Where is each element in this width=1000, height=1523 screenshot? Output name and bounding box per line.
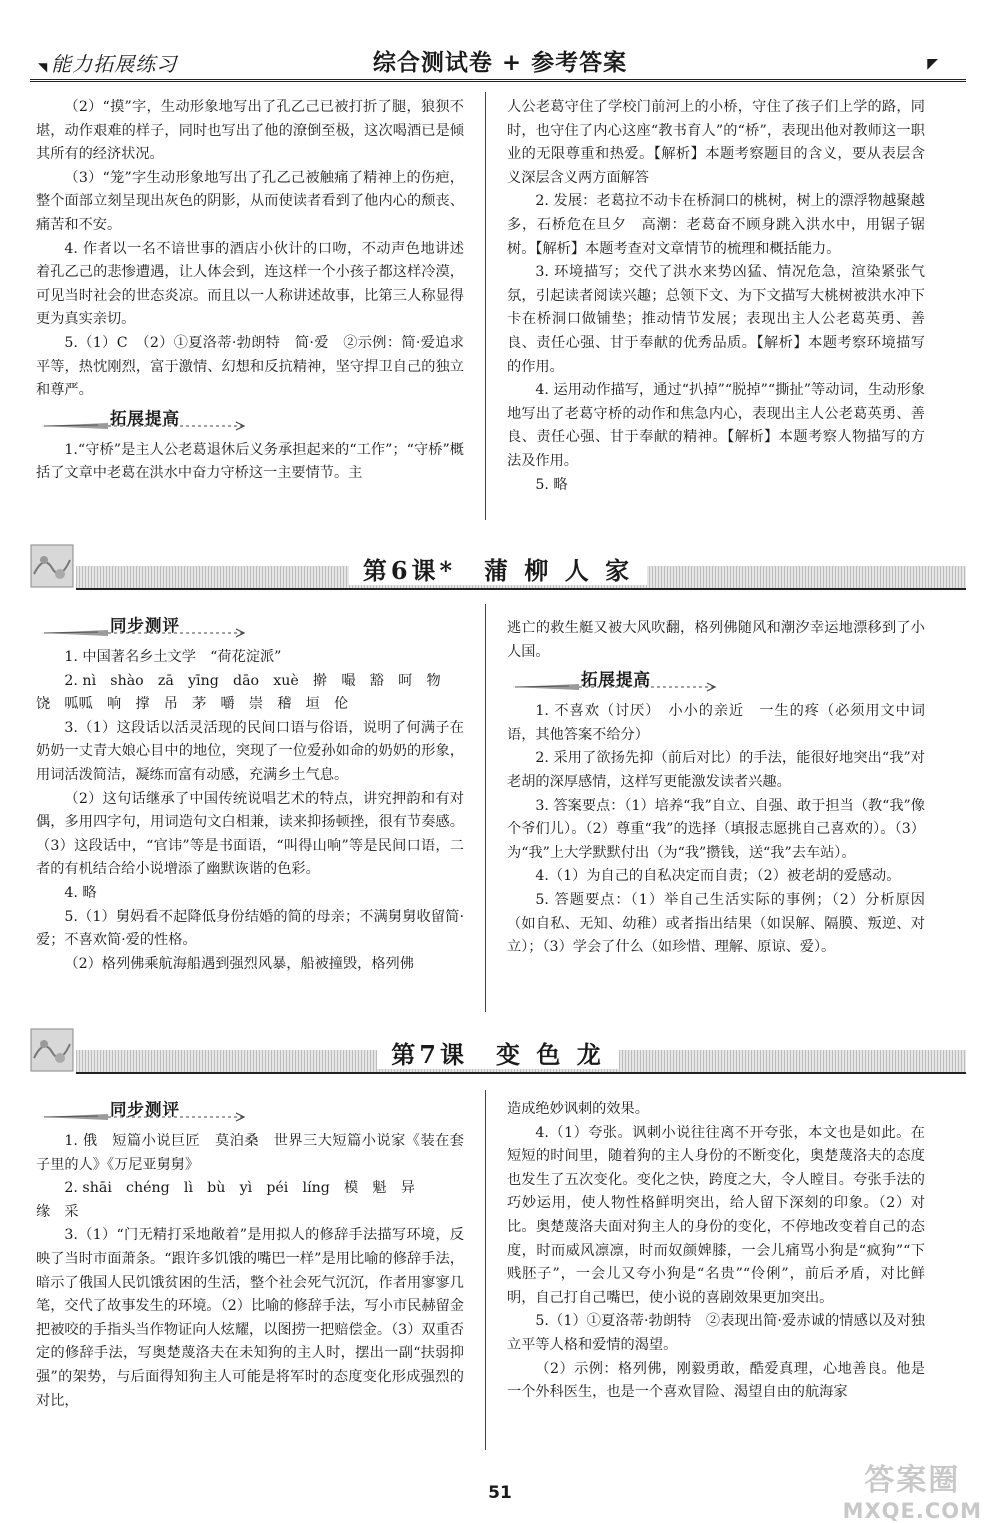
answer-paragraph: （2）这句话继承了中国传统说唱艺术的特点，讲究押韵和有对偶，多用四字句，用词造句文白相兼，读来抑扬顿挫，很有节奏感。（3）这段话中，“官讳”等是书面语，“叫得山响”等是民间口语，二者的有机结合给小说增添了幽默诙谐的色彩。 (36, 790, 464, 878)
answer-paragraph: 3.（1）这段话以活灵活现的民间口语与俗语，说明了何满子在奶奶一丈青大娘心目中的地位，突现了一位爱孙如命的奶奶的形象，用词活泼简洁，凝练而富有动感，充满乡土气息。 (36, 719, 464, 783)
page-number: 51 (488, 1483, 512, 1503)
answer-paragraph: （2）“摸”字，生动形象地写出了孔乙己已被打折了腿，狼狈不堪，动作艰难的样子，同时也写出了他的潦倒至极，这次喝酒已是倾其所有的经济状况。 (36, 99, 464, 163)
answer-paragraph: 缘 采 (36, 1203, 79, 1220)
answer-paragraph: （3）“笼”字生动形象地写出了孔乙己被触痛了精神上的伤疤，整个面部立刻呈现出灰色的阴影，从而使读者看到了他内心的颓丧、痛苦和不安。 (36, 169, 464, 233)
lesson-7-title: 第7课 变 色 龙 (377, 1040, 618, 1069)
section-heading: 拓展提高 (509, 664, 925, 700)
answer-paragraph: 1. 中国著名乡土文学 “荷花淀派” (64, 649, 282, 665)
header-rule (30, 79, 966, 82)
answer-paragraph: 2. 发展：老葛拉不动卡在桥洞口的桃树，树上的漂浮物越聚越多，石桥危在旦夕 高潮：老葛奋不顾身跳入洪水中，用锯子锯树。【解析】本题考查对文章情节的梳理和概括能力。 (507, 193, 925, 257)
answer-paragraph: 4. 运用动作描写，通过“扒掉”“脱掉”“撕扯”等动词，生动形象地写出了老葛守桥的动作和焦急内心，表现出主人公老葛英勇、善良、责任心强、甘于奉献的精神。【解析】本题考察人物描写的方法及作用。 (507, 382, 925, 469)
answer-paragraph: 逃亡的救生艇又被大风吹翻，格列佛随风和潮汐幸运地漂移到了小人国。 (507, 620, 925, 660)
lesson-6-title: 第6课* 蒲 柳 人 家 (349, 556, 647, 585)
answer-paragraph: 3. 环境描写；交代了洪水来势凶猛、情况危急，渲染紧张气氛，引起读者阅读兴趣；总领下文、为下文描写大桃树被洪水冲下卡在桥洞口做铺垫；推动情节发展；表现出主人公老葛英勇、善良、责任心强、甘于奉献的优秀品质。【解析】本题考察环境描写的作用。 (507, 264, 925, 375)
answer-paragraph: 4. 略 (64, 884, 97, 901)
answer-paragraph: 4.（1）为自己的自私决定而自责；（2）被老胡的爱感动。 (535, 868, 901, 885)
answer-paragraph: 饶 呱呱 响 撑 吊 茅 嚼 崇 稽 垣 伦 (36, 696, 349, 713)
answer-paragraph: 4. 作者以一名不谙世事的酒店小伙计的口吻，不动声色地讲述着孔乙己的悲惨遭遇，让人体会到，连这样一个小孩子都这样冷漠，可见当时社会的世态炎凉。而且以一人称讲述故事，比第三人称显得更为真实亲切。 (36, 240, 464, 328)
answer-paragraph: 3.（1）“门无精打采地敞着”是用拟人的修辞手法描写环境，反映了当时市面萧条。“跟许多饥饿的嘴巴一样”是用比喻的修辞手法，暗示了俄国人民饥饿贫困的生活，整个社会死气沉沉，作者用寥寥几笔，交代了故事发生的环境。（2）比喻的修辞手法，写小市民赫留金把被咬的手指头当作物证向人炫耀，以图捞一把赔偿金。（3）双重否定的修辞手法，写奥楚蔑洛夫在未知狗的主人时，摆出一副“扶弱抑强”的架势，与后面得知狗主人可能是将军时的态度变化形成强烈的对比， (36, 1227, 464, 1409)
lesson-6-banner (30, 544, 966, 590)
answer-paragraph: 2. 采用了欲扬先抑（前后对比）的手法，能很好地突出“我”对老胡的深厚感情，这样写更能激发读者兴趣。 (507, 750, 925, 790)
section-heading: 拓展提高 (38, 403, 464, 439)
answer-paragraph: （2）格列佛乘航海船遇到强烈风暴，船被撞毁，格列佛 (64, 955, 414, 972)
answer-paragraph: 1. 不喜欢（讨厌） 小小的亲近 一生的疼（必须用文中词语，其他答案不给分） (507, 703, 925, 743)
answer-paragraph: 1.“守桥”是主人公老葛退休后义务承担起来的“工作”；“守桥”概括了文章中老葛在洪水中奋力守桥这一主要情节。主 (36, 441, 464, 482)
answer-paragraph: 造成绝妙讽刺的效果。 (507, 1101, 649, 1117)
lesson-6-right-column (507, 617, 925, 960)
lesson-6-left-column (36, 610, 464, 976)
lesson-7-left-column (36, 1094, 464, 1413)
answer-paragraph: 人公老葛守住了学校门前河上的小桥，守住了孩子们上学的路，同时，也守住了内心这座“教书育人”的“桥”，表现出他对教师这一职业的无限尊重和热爱。【解析】本题考察题目的含义，要从表层含义深层含义两方面解答 (507, 99, 925, 186)
answers-column-right (507, 96, 925, 497)
lesson-7-banner (30, 1028, 966, 1074)
answer-paragraph: 5. 答题要点：（1）举自己生活实际的事例；（2）分析原因（如自私、无知、幼稚）或者指出结果（如误解、隔膜、叛逆、对立）；（3）学会了什么（如珍惜、理解、原谅、爱）。 (507, 891, 925, 956)
page-header-title: 综合测试卷 + 参考答案 (372, 50, 628, 76)
section-heading: 同步测评 (38, 1094, 464, 1130)
answer-paragraph: 3. 答案要点：（1）培养“我”自立、自强、敢于担当（教“我”像个爷们儿）。（2）尊重“我”的选择（填报志愿挑自己喜欢的）。（3）为“我”上大学默默付出（为“我”攒钱，送“我”去车站）。 (507, 797, 925, 861)
answer-paragraph: 5.（1）①夏洛蒂·勃朗特 ②表现出简·爱赤诚的情感以及对独立平等人格和爱情的渴望。 (507, 1313, 925, 1353)
banner-rule (76, 1072, 966, 1074)
watermark-logo: 答案圈 MXQE.COM (842, 1463, 982, 1523)
triangle-marker-icon: ◥ (38, 60, 49, 74)
column-divider (485, 92, 486, 520)
answer-paragraph: 2. nì shào zā yīng dāo xuè 擀 嘬 豁 呵 物 (64, 672, 441, 689)
column-divider (485, 604, 486, 1012)
banner-rule (76, 588, 966, 590)
answers-column-left (36, 96, 464, 486)
answer-paragraph: 4.（1）夸张。讽刺小说往往离不开夸张，本文也是如此。在短短的时间里，随着狗的主人身份的不断变化，奥楚蔑洛夫的态度也发生了五次变化。变化之快，跨度之大，令人瞠目。夸张手法的巧妙运用，使人物性格鲜明突出，给人留下深刻的印象。（2）对比。奥楚蔑洛夫面对狗主人的身份的变化，不停地改变着自己的态度，时而威风凛凛，时而奴颜婢膝，一会儿痛骂小狗是“疯狗”“下贱胚子”，一会儿又夸小狗是“名贵”“伶俐”，前后矛盾，对比鲜明，自己打自己嘴巴，使小说的喜剧效果更加突出。 (507, 1124, 925, 1306)
answer-paragraph: 5. 略 (535, 476, 568, 493)
answer-paragraph: 2. shāi chéng lì bù yì péi líng 模 魁 异 (64, 1180, 415, 1197)
answer-paragraph: （2）示例：格列佛，刚毅勇敢，酷爱真理，心地善良。他是一个外科医生，也是一个喜欢冒险、渴望自由的航海家 (507, 1360, 925, 1401)
series-title: ◥ 能力拓展练习 (38, 52, 178, 76)
answer-paragraph: 5.（1）舅妈看不起降低身份结婚的简的母亲；不满舅舅收留简·爱；不喜欢简·爱的性格。 (36, 908, 464, 949)
lesson-7-right-column (507, 1098, 925, 1405)
answer-paragraph: 1. 俄 短篇小说巨匠 莫泊桑 世界三大短篇小说家《装在套子里的人》《万尼亚舅舅》 (36, 1133, 464, 1173)
column-divider (485, 1090, 486, 1450)
corner-marker-icon: ◤ (927, 56, 938, 72)
section-heading: 同步测评 (38, 610, 464, 646)
answer-paragraph: 5.（1）C （2）①夏洛蒂·勃朗特 简·爱 ②示例：简·爱追求平等，热忱刚烈，富于激情、幻想和反抗精神，坚守捍卫自己的独立和尊严。 (36, 334, 464, 399)
